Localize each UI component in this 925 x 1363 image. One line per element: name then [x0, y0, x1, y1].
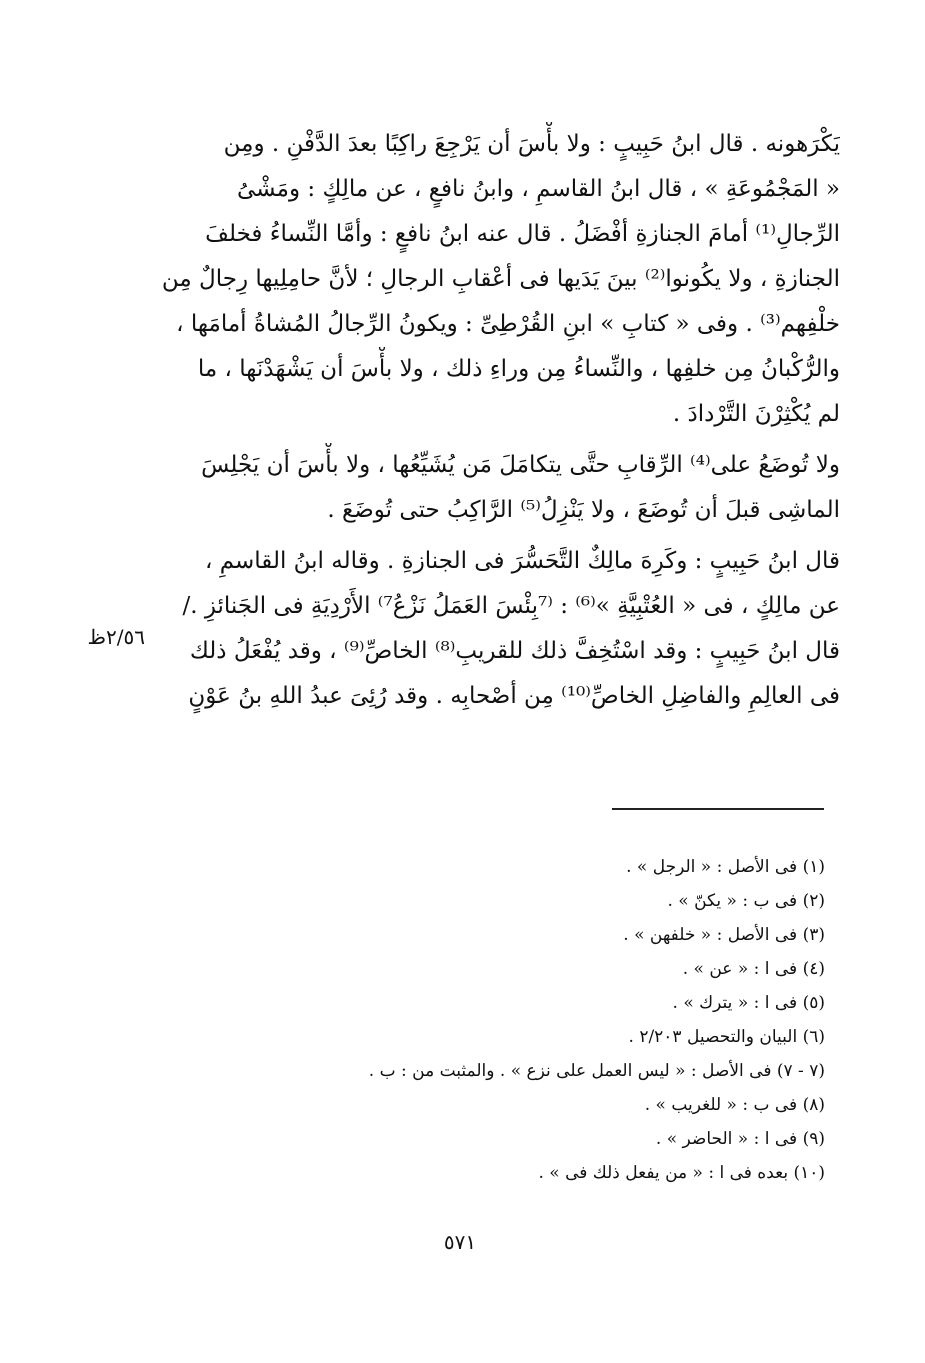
- footnote: (٣) فى الأصل : « خلفهن » .: [623, 925, 825, 945]
- text-line: الجنازةِ ، ولا يكُونوا⁽²⁾ بينَ يَدَيها فى أعْقابِ الرجالِ ؛ لأنَّ حامِلِيها رِجالٌ مِن: [161, 266, 840, 292]
- footnote: (٩) فى ا : « الحاضر » .: [655, 1129, 825, 1149]
- footnote: (٧ - ٧) فى الأصل : « ليس العمل على نزع » . والمثبت من : ب .: [368, 1061, 825, 1081]
- footnotes-list: [330, 850, 825, 1190]
- footnote: (٤) فى ا : « عن » .: [682, 959, 825, 979]
- text-line: لم يُكْثِرْنَ التَّرْدادَ .: [672, 401, 840, 427]
- text-line: الماشِى قبلَ أن تُوضَعَ ، ولا يَنْزِلُ⁽⁵⁾ الرَّاكِبُ حتى تُوضَعَ .: [327, 497, 840, 523]
- text-line: الرِّجالِ⁽¹⁾ أمامَ الجنازةِ أفْضَلُ . قال عنه ابنُ نافعٍ : وأمَّا النِّساءُ فخلفَ: [205, 221, 840, 247]
- margin-folio-note: ٢/٥٦ظ: [87, 625, 145, 649]
- text-line: والرُّكْبانُ مِن خلفِها ، والنِّساءُ مِن وراءِ ذلك ، ولا بأْسَ أن يَشْهَدْنَها ، ما: [197, 356, 840, 382]
- text-line: عن مالِكٍ ، فى « العُتْبِيَّةِ »⁽⁶⁾ : ⁽⁷بِئْسَ العَمَلُ نَزْعُ⁷⁾ الأَرْدِيَةِ فى الجَنائزِ ./: [182, 593, 840, 619]
- footnote: (١٠) بعده فى ا : « من يفعل ذلك فى » .: [538, 1163, 825, 1183]
- main-text: [150, 122, 840, 719]
- footnote: (٨) فى ب : « للغريب » .: [644, 1095, 825, 1115]
- paragraph: [150, 443, 840, 533]
- footnote: (٥) فى ا : « يترك » .: [672, 993, 825, 1013]
- page-number: ٥٧١: [443, 1230, 477, 1254]
- text-line: « المَجْمُوعَةِ » ، قال ابنُ القاسمِ ، وابنُ نافعٍ ، عن مالِكٍ : ومَشْىُ: [236, 176, 840, 202]
- footnote: (٦) البيان والتحصيل ٢/٢٠٣ .: [628, 1027, 825, 1047]
- text-line: يَكْرَهونه . قال ابنُ حَبِيبٍ : ولا بأْسَ أن يَرْجِعَ راكِبًا بعدَ الدَّفْنِ . ومِن: [223, 131, 840, 157]
- text-line: قال ابنُ حَبِيبٍ : وقد اسْتُخِفَّ ذلك للقريبِ⁽⁸⁾ الخاصِّ⁽⁹⁾ ، وقد يُفْعَلُ ذلك: [189, 638, 840, 664]
- text-line: فى العالِمِ والفاضِلِ الخاصِّ⁽¹⁰⁾ مِن أصْحابِه . وقد رُئِىَ عبدُ اللهِ بنُ عَوْنٍ: [188, 683, 840, 709]
- paragraph: [150, 122, 840, 437]
- footnote: (٢) فى ب : « يكنّ » .: [667, 891, 825, 911]
- text-line: قال ابنُ حَبِيبٍ : وكَرِهَ مالِكٌ التَّحَسُّرَ فى الجنازةِ . وقاله ابنُ القاسمِ ،: [204, 548, 840, 574]
- text-line: خلْفِهم⁽³⁾ . وفى « كتابِ » ابنِ القُرْطِىِّ : ويكونُ الرِّجالُ المُشاةُ أمامَها ،: [176, 311, 840, 337]
- paragraph: [150, 539, 840, 719]
- footnote: (١) فى الأصل : « الرجل » .: [626, 857, 825, 877]
- text-line: ولا تُوضَعُ على⁽⁴⁾ الرِّقابِ حتَّى يتكامَلَ مَن يُشَيِّعُها ، ولا بأْسَ أن يَجْلِسَ: [201, 452, 840, 478]
- footnote-divider: [612, 808, 824, 810]
